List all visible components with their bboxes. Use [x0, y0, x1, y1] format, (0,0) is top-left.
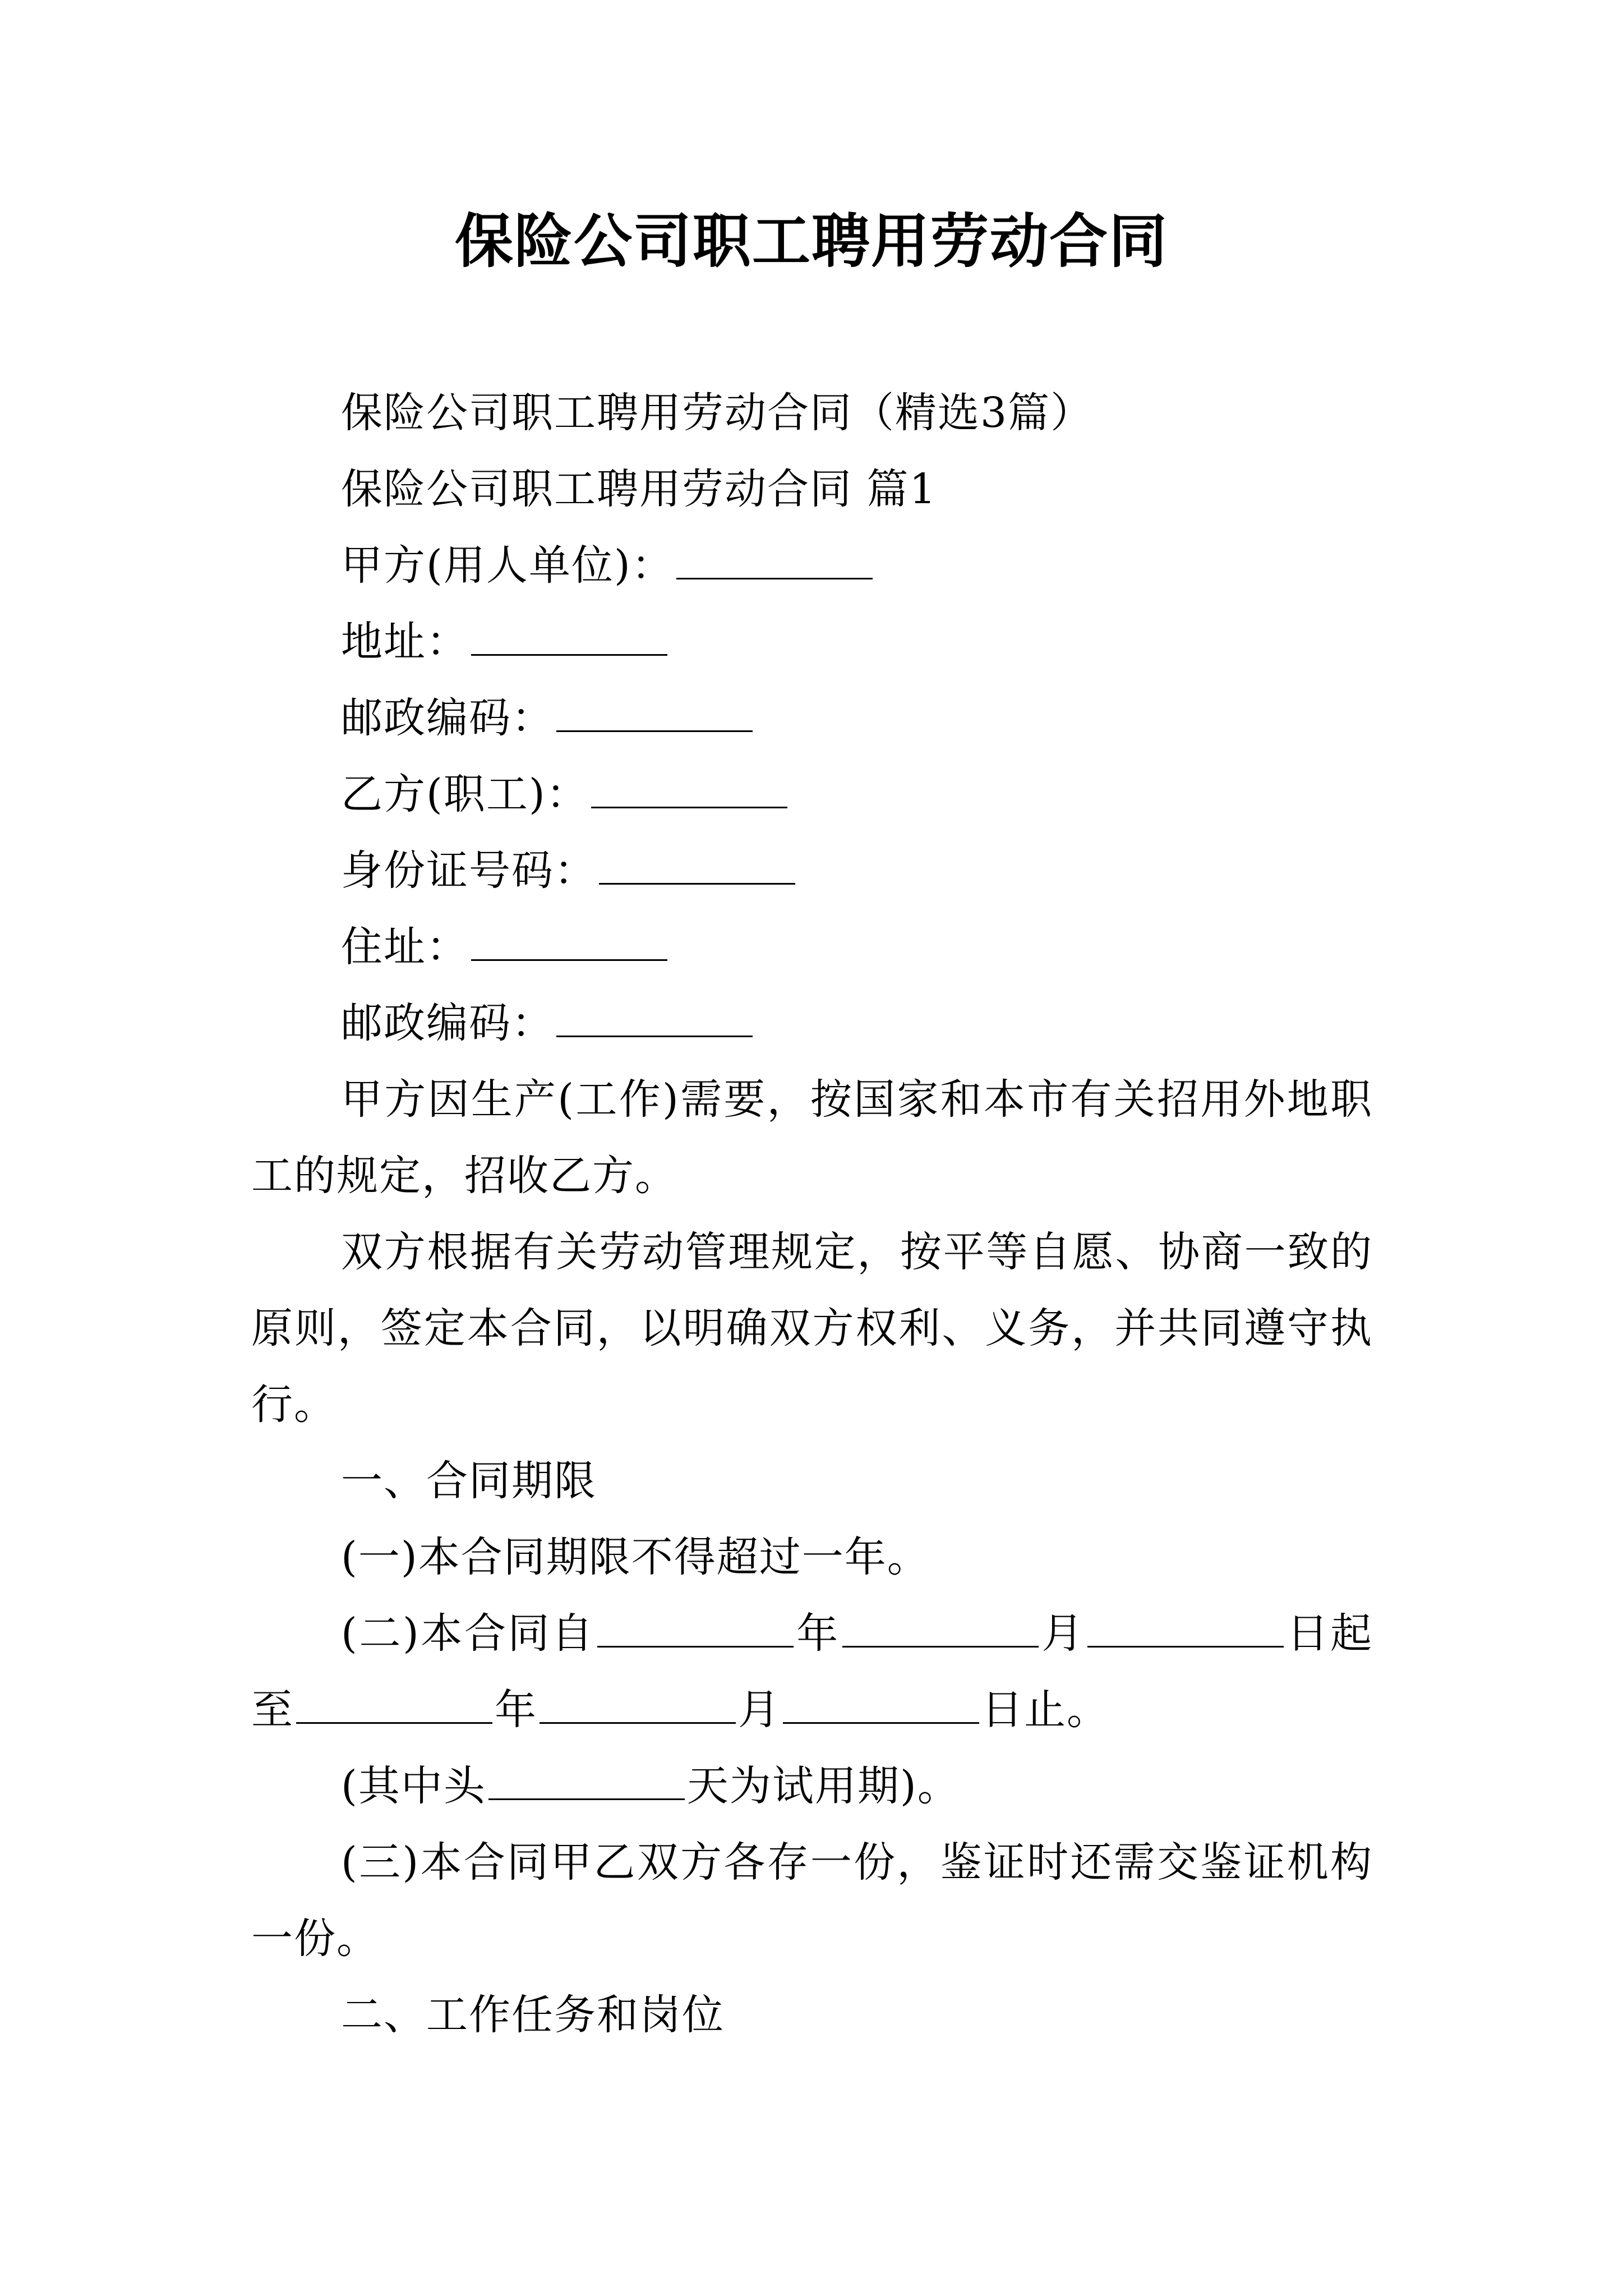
- subtitle: 保险公司职工聘用劳动合同（精选3篇）: [341, 389, 1094, 437]
- residence-blank: [471, 928, 667, 961]
- address-label: 地址：: [341, 618, 469, 666]
- start-day-label: 日起至: [251, 1609, 1373, 1734]
- id-number-blank: [599, 852, 795, 885]
- party-b-blank: [591, 775, 787, 808]
- party-b-line: [251, 756, 1373, 832]
- party-a-line: [251, 527, 1373, 604]
- section-1-heading: 一、合同期限: [341, 1457, 597, 1505]
- party-a-blank: [676, 546, 873, 579]
- start-year-blank: [597, 1614, 794, 1648]
- trial-period-line: [251, 1748, 1373, 1824]
- end-day-blank: [783, 1691, 979, 1724]
- document-body: [251, 375, 1373, 2053]
- postcode-a-line: [251, 680, 1373, 756]
- postcode-a-label: 邮政编码：: [341, 694, 554, 742]
- address-line: [251, 604, 1373, 680]
- party-b-label: 乙方(职工)：: [341, 770, 589, 818]
- part-heading: 保险公司职工聘用劳动合同 篇1: [341, 465, 937, 513]
- clause-1-1: (一)本合同期限不得超过一年。: [341, 1533, 930, 1581]
- address-blank: [471, 623, 667, 656]
- end-year-label: 年: [495, 1686, 537, 1734]
- clause-1-2: [251, 1595, 1373, 1748]
- id-number-line: [251, 832, 1373, 909]
- residence-label: 住址：: [341, 923, 469, 971]
- section-2-heading: 二、工作任务和岗位: [341, 1991, 725, 2039]
- end-day-label: 日止。: [981, 1686, 1109, 1734]
- start-year-label: 年: [795, 1609, 840, 1658]
- trial-period-suffix: 天为试用期)。: [686, 1762, 960, 1810]
- id-number-label: 身份证号码：: [341, 846, 597, 895]
- clause-1-3: (三)本合同甲乙双方各存一份，鉴证时还需交鉴证机构一份。: [251, 1838, 1373, 1963]
- party-a-label: 甲方(用人单位)：: [341, 541, 674, 590]
- end-month-label: 月: [738, 1686, 781, 1734]
- start-month-blank: [842, 1614, 1039, 1648]
- postcode-a-blank: [556, 699, 753, 732]
- intro-paragraph-1: 甲方因生产(工作)需要，按国家和本市有关招用外地职工的规定，招收乙方。: [251, 1075, 1373, 1200]
- trial-period-prefix: (其中头: [341, 1762, 486, 1810]
- postcode-b-label: 邮政编码：: [341, 999, 554, 1047]
- postcode-b-line: [251, 985, 1373, 1061]
- trial-days-blank: [488, 1767, 685, 1800]
- postcode-b-blank: [556, 1004, 753, 1037]
- intro-paragraph-2: 双方根据有关劳动管理规定，按平等自愿、协商一致的原则，签定本合同，以明确双方权利、义务，并共同遵守执行。: [251, 1228, 1373, 1429]
- start-day-blank: [1087, 1614, 1284, 1648]
- residence-line: [251, 909, 1373, 985]
- document-title: 保险公司职工聘用劳动合同: [454, 206, 1168, 275]
- end-year-blank: [296, 1691, 492, 1724]
- start-month-label: 月: [1040, 1609, 1085, 1658]
- clause-1-2-prefix: (二)本合同自: [341, 1609, 595, 1658]
- end-month-blank: [540, 1691, 736, 1724]
